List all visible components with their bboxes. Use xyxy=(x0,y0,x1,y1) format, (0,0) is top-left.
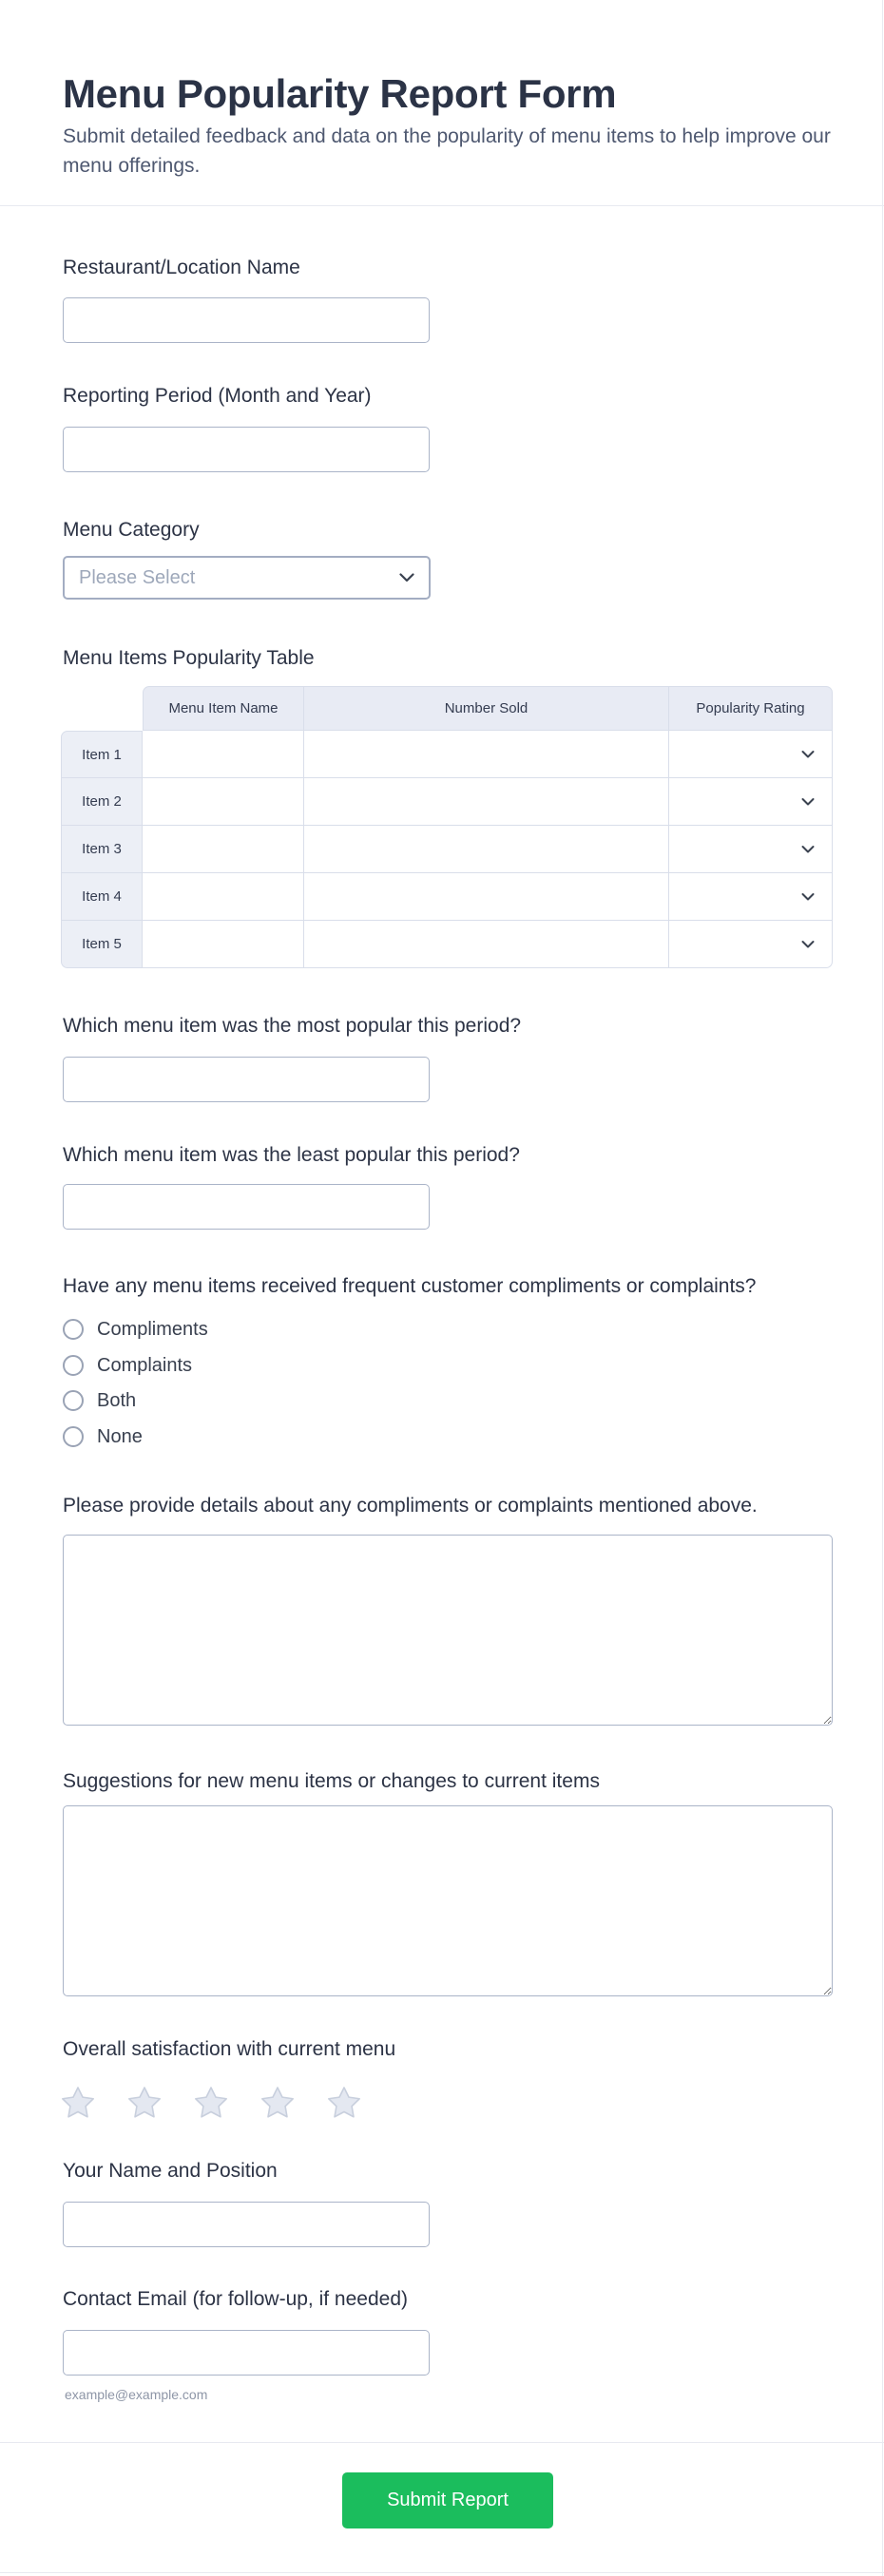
column-header-popularity-rating: Popularity Rating xyxy=(669,686,833,731)
menu-item-name-cell[interactable] xyxy=(143,921,304,968)
submit-button[interactable]: Submit Report xyxy=(342,2472,553,2528)
most-popular-input[interactable] xyxy=(63,1057,430,1102)
number-sold-cell[interactable] xyxy=(304,731,669,778)
chevron-down-icon xyxy=(801,936,815,952)
number-sold-cell[interactable] xyxy=(304,873,669,921)
page-bottom-border xyxy=(0,2572,884,2573)
radio-option-complaints[interactable] xyxy=(63,1355,192,1376)
table-row xyxy=(61,778,833,826)
radio-button-icon[interactable] xyxy=(63,1390,84,1411)
restaurant-name-label: Restaurant/Location Name xyxy=(63,257,300,278)
table-corner-cell xyxy=(61,686,143,731)
row-header: Item 4 xyxy=(61,873,143,921)
table-row xyxy=(61,873,833,921)
column-header-menu-item-name: Menu Item Name xyxy=(143,686,304,731)
compliments-complaints-label: Have any menu items received frequent customer compliments or complaints? xyxy=(63,1275,757,1297)
popularity-rating-cell[interactable] xyxy=(669,921,833,968)
most-popular-label: Which menu item was the most popular this period? xyxy=(63,1015,522,1037)
star-icon[interactable] xyxy=(127,2086,162,2120)
star-icon[interactable] xyxy=(260,2086,295,2120)
page-right-border xyxy=(882,0,883,2576)
popularity-rating-cell[interactable] xyxy=(669,826,833,873)
restaurant-name-input[interactable] xyxy=(63,297,430,343)
column-header-number-sold: Number Sold xyxy=(304,686,669,731)
radio-option-both[interactable] xyxy=(63,1390,136,1411)
popularity-table-label: Menu Items Popularity Table xyxy=(63,647,315,669)
row-header: Item 2 xyxy=(61,778,143,826)
satisfaction-label: Overall satisfaction with current menu xyxy=(63,2038,396,2060)
menu-item-name-cell[interactable] xyxy=(143,778,304,826)
number-sold-cell[interactable] xyxy=(304,826,669,873)
star-icon[interactable] xyxy=(327,2086,361,2120)
star-rating[interactable] xyxy=(61,2086,361,2120)
suggestions-label: Suggestions for new menu items or changes to current items xyxy=(63,1770,600,1792)
menu-item-name-cell[interactable] xyxy=(143,873,304,921)
name-position-input[interactable] xyxy=(63,2202,430,2247)
menu-category-select[interactable] xyxy=(63,556,431,600)
table-row xyxy=(61,731,833,778)
page-subtitle: Submit detailed feedback and data on the popularity of menu items to help improve our menu offerings. xyxy=(63,125,831,177)
radio-option-none[interactable] xyxy=(63,1426,143,1447)
chevron-down-icon xyxy=(801,746,815,762)
header-divider xyxy=(0,205,884,206)
chevron-down-icon xyxy=(399,573,414,582)
email-hint: example@example.com xyxy=(65,2387,208,2402)
popularity-table xyxy=(61,686,833,968)
reporting-period-label: Reporting Period (Month and Year) xyxy=(63,385,372,407)
table-row xyxy=(61,921,833,968)
reporting-period-input[interactable] xyxy=(63,427,430,472)
details-label: Please provide details about any compliments or complaints mentioned above. xyxy=(63,1495,758,1517)
page-title: Menu Popularity Report Form xyxy=(63,71,617,117)
contact-email-input[interactable] xyxy=(63,2330,430,2376)
details-textarea[interactable] xyxy=(63,1535,833,1726)
row-header: Item 5 xyxy=(61,921,143,968)
menu-category-label: Menu Category xyxy=(63,519,200,541)
radio-button-icon[interactable] xyxy=(63,1319,84,1340)
row-header: Item 3 xyxy=(61,826,143,873)
chevron-down-icon xyxy=(801,888,815,905)
menu-item-name-cell[interactable] xyxy=(143,826,304,873)
least-popular-label: Which menu item was the least popular this period? xyxy=(63,1144,520,1166)
name-position-label: Your Name and Position xyxy=(63,2160,278,2182)
radio-option-label: None xyxy=(97,1426,143,1447)
menu-item-name-cell[interactable] xyxy=(143,731,304,778)
radio-option-compliments[interactable] xyxy=(63,1319,208,1340)
popularity-rating-cell[interactable] xyxy=(669,778,833,826)
footer-divider xyxy=(0,2442,884,2443)
suggestions-textarea[interactable] xyxy=(63,1805,833,1996)
row-header: Item 1 xyxy=(61,731,143,778)
radio-option-label: Both xyxy=(97,1390,137,1411)
table-row xyxy=(61,826,833,873)
chevron-down-icon xyxy=(801,841,815,857)
popularity-rating-cell[interactable] xyxy=(669,873,833,921)
radio-option-label: Complaints xyxy=(97,1355,193,1376)
star-icon[interactable] xyxy=(61,2086,95,2120)
number-sold-cell[interactable] xyxy=(304,778,669,826)
least-popular-input[interactable] xyxy=(63,1184,430,1230)
radio-button-icon[interactable] xyxy=(63,1355,84,1376)
contact-email-label: Contact Email (for follow-up, if needed) xyxy=(63,2288,408,2310)
number-sold-cell[interactable] xyxy=(304,921,669,968)
popularity-rating-cell[interactable] xyxy=(669,731,833,778)
chevron-down-icon xyxy=(801,793,815,810)
select-placeholder: Please Select xyxy=(79,566,196,588)
radio-option-label: Compliments xyxy=(97,1319,208,1340)
star-icon[interactable] xyxy=(194,2086,228,2120)
radio-button-icon[interactable] xyxy=(63,1426,84,1447)
